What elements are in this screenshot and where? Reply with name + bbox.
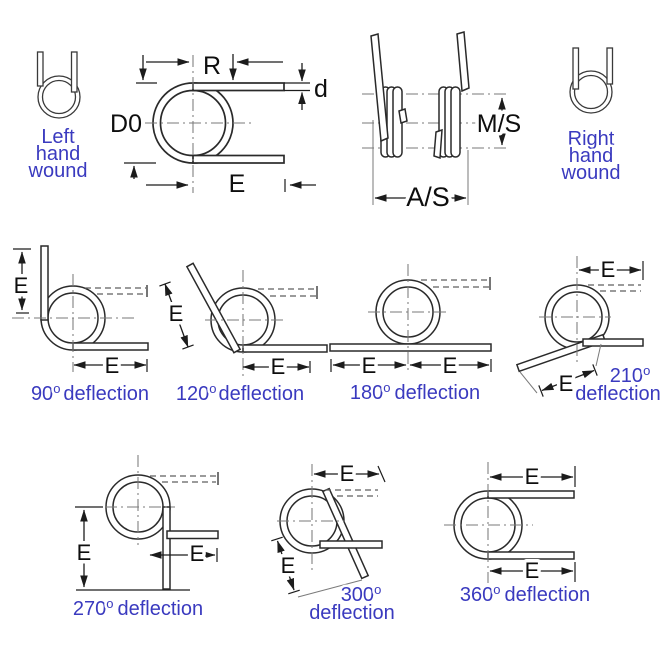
dim-label-e: E [189,541,205,566]
dim-label-ms: M/S [476,110,522,138]
deflection-300-word: deflection [309,602,395,624]
dim-label-d0: D0 [110,110,142,138]
deflection-180-diagram [330,264,491,404]
dim-label-e: E [104,353,120,378]
deflection-120-diagram [159,263,327,405]
dim-label-e: E [600,257,616,282]
dim-label-e: E [524,464,540,489]
right-wound-line2: hand [568,145,614,167]
dim-label-e: E [76,540,92,565]
dim-label-e: E [13,273,29,298]
dim-label-e: E [339,461,355,486]
dim-label-e: E [168,301,184,326]
dim-label-as: A/S [406,182,450,212]
deflection-300-angle: 300$^o$ [340,582,382,606]
right-hand-wound-spring-icon [570,48,613,113]
deflection-360-label: 360$^o$ deflection [459,582,591,606]
dim-label-e: E [558,371,574,396]
deflection-90-diagram [12,246,149,405]
deflection-270-label: 270$^o$ deflection [72,596,204,620]
right-hand-wound-label [561,128,621,184]
fixed-leg [73,343,148,350]
dim-label-e: E [228,170,246,198]
left-wound-line3: wound [28,160,88,182]
deflection-210-angle: 210$^o$ [609,363,651,387]
deflection-300-diagram [271,461,395,624]
dim-label-d: d [314,75,328,103]
moving-leg [163,507,170,589]
top-leg [488,491,574,498]
right-coil-wire-end [434,130,442,158]
deflection-360-diagram [444,462,590,606]
fixed-leg [167,531,218,539]
left-hand-wound-label [28,126,88,182]
deflection-90-label: 90$^o$ deflection [30,381,150,405]
fixed-leg [320,541,382,548]
left-wound-line1: Left [41,126,75,148]
main-spring-dimension-diagram [110,52,328,198]
dim-label-e: E [524,558,540,583]
fixed-leg [243,345,327,352]
dim-label-r: R [202,52,222,80]
legs-bar [330,344,491,351]
deflection-210-diagram [517,256,661,405]
dim-label-e: E [270,354,286,379]
deflection-270-diagram [73,455,218,620]
right-wound-line1: Right [567,128,615,150]
dim-label-e: E [280,553,296,578]
dim-label-e: E [361,353,377,378]
angle-90: 90 [30,383,54,405]
fixed-leg [583,339,643,346]
spring-side-view-diagram [362,32,521,212]
right-wound-line3: wound [561,162,621,184]
deflection-180-label: 180$^o$ deflection [349,380,481,404]
right-coil-leg [457,32,469,91]
left-hand-wound-spring-icon [38,52,81,118]
moving-leg [41,246,48,320]
deflection-120-label: 120$^o$ deflection [175,381,305,405]
left-wound-line2: hand [35,143,81,165]
dim-label-e: E [442,353,458,378]
deflection-210-word: deflection [575,383,661,405]
left-coil-wire-end [399,109,407,123]
